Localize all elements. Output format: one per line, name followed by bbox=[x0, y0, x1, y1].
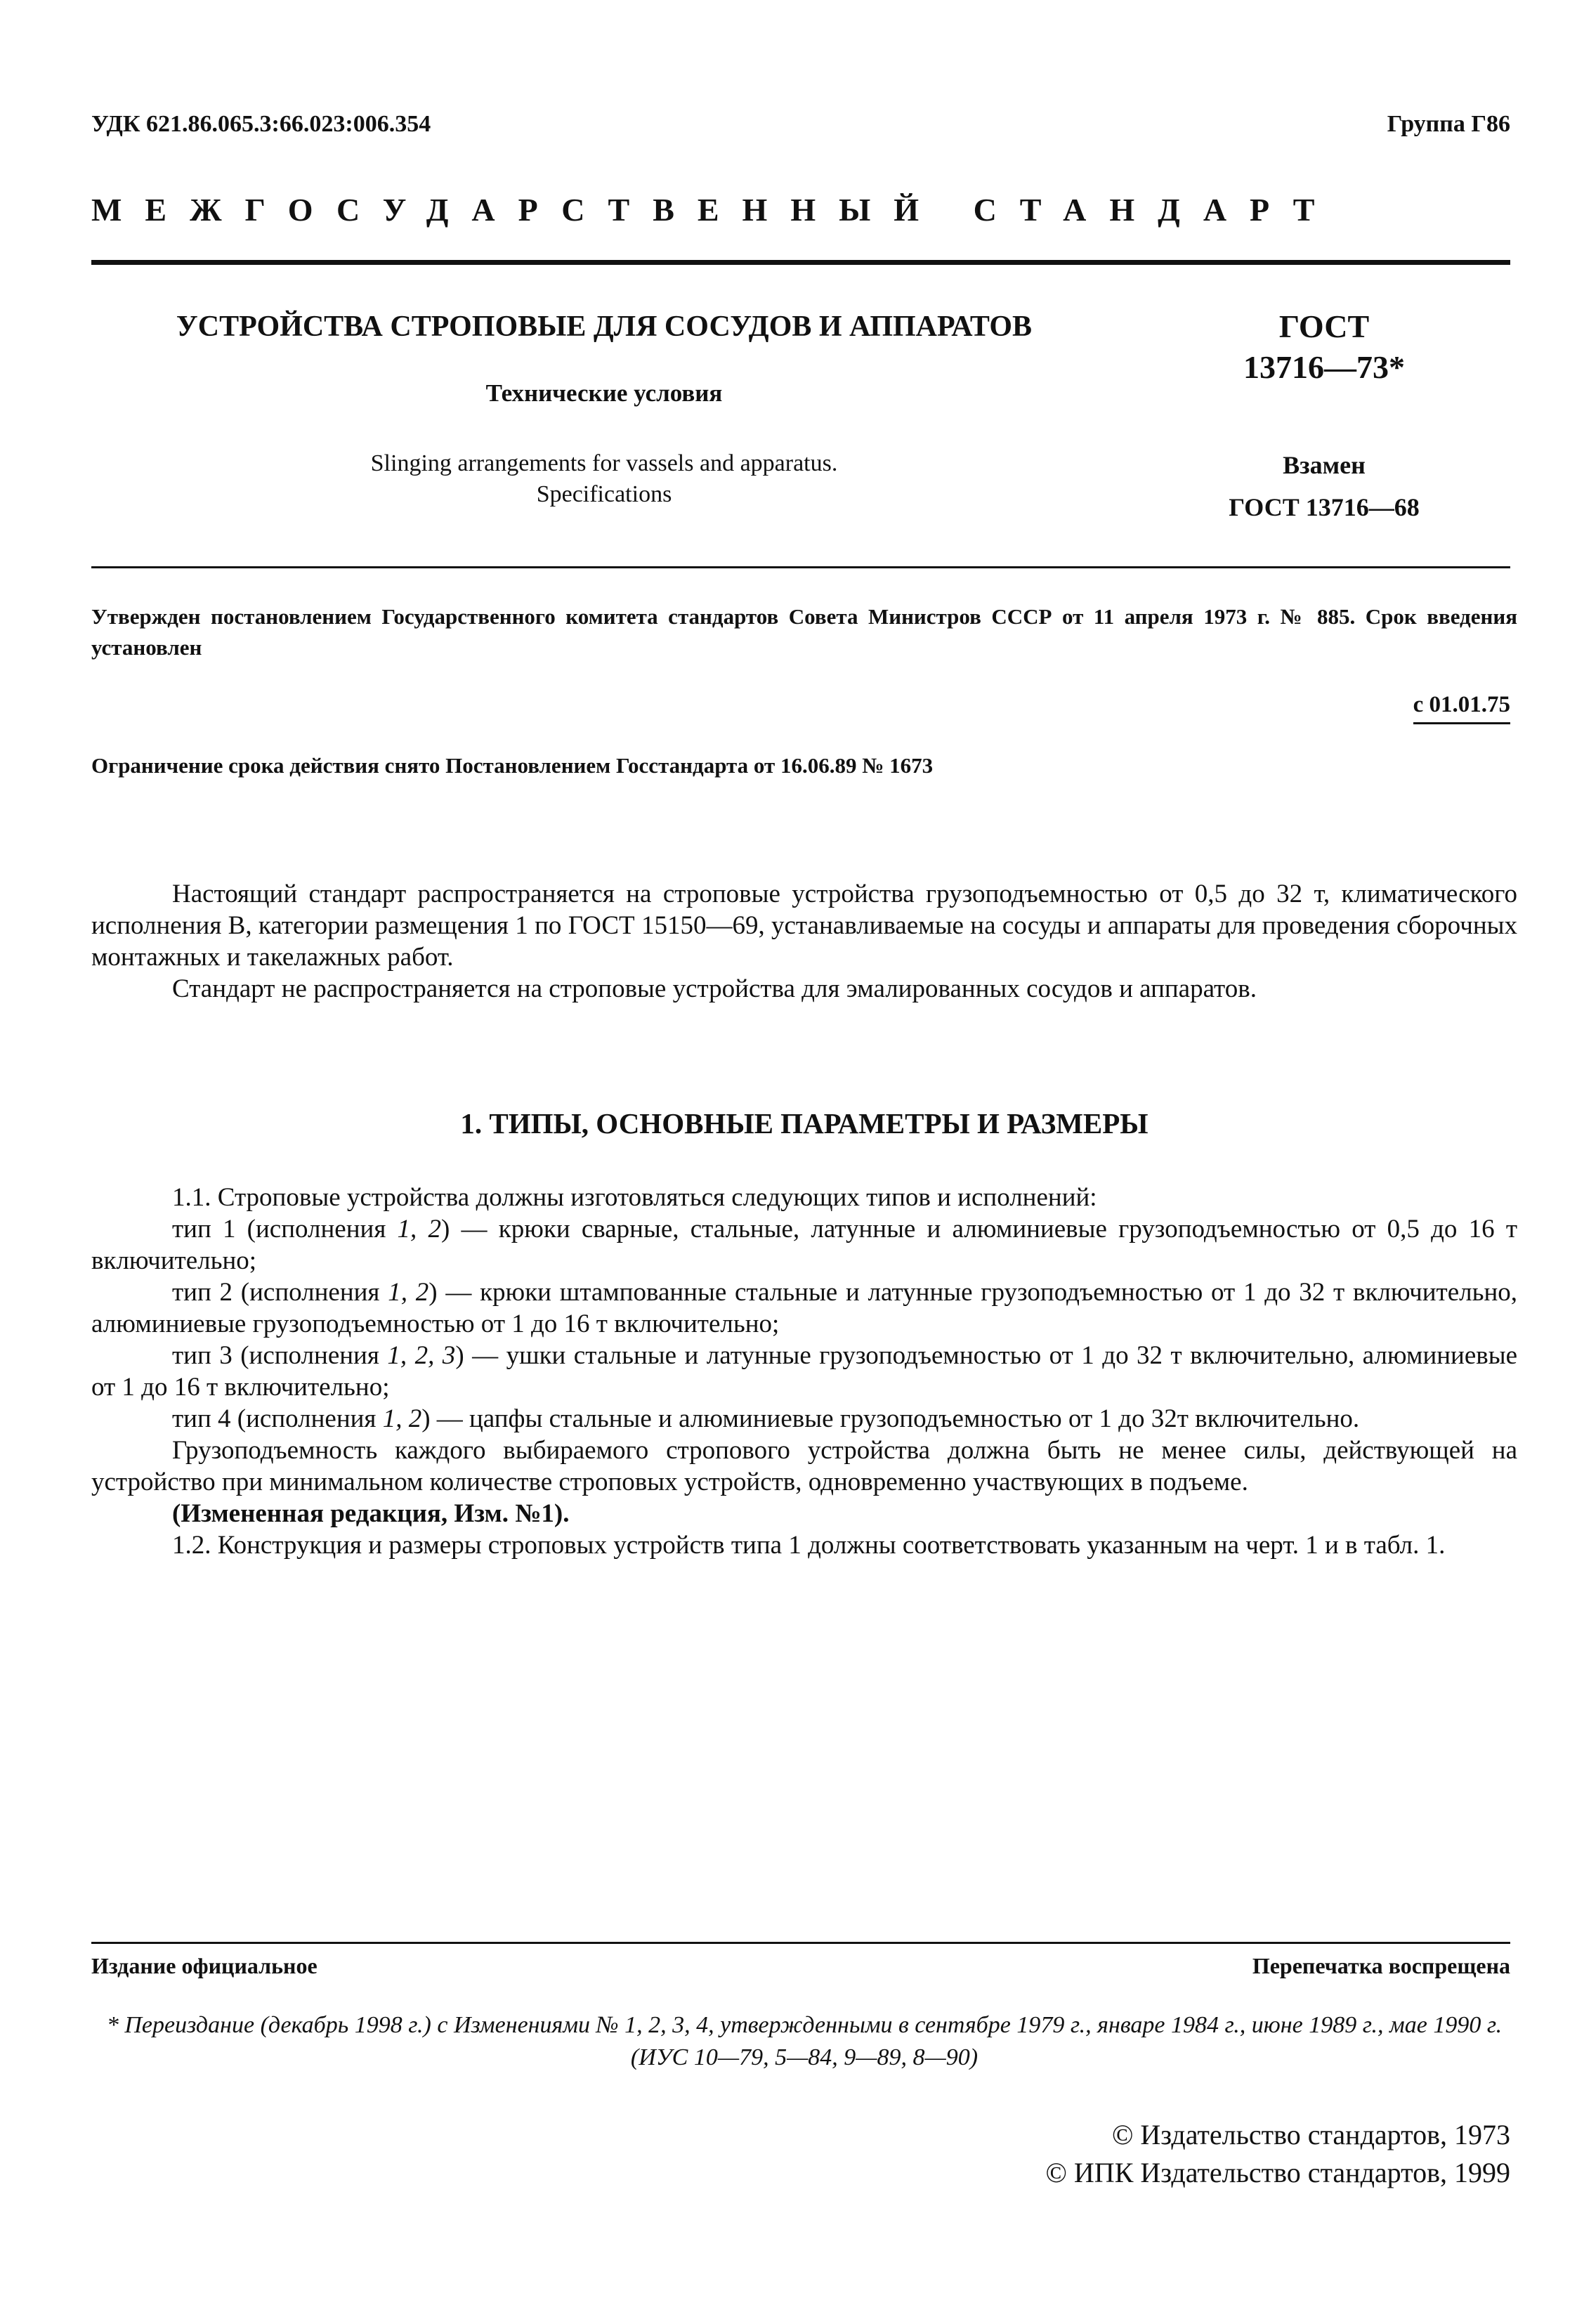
type-2-prefix: тип 2 (исполнения bbox=[172, 1278, 388, 1307]
document-title: УСТРОЙСТВА СТРОПОВЫЕ ДЛЯ СОСУДОВ И АППАРАТОВ bbox=[176, 311, 1033, 343]
gost-label: ГОСТ bbox=[1278, 308, 1370, 344]
header-rule bbox=[91, 260, 1510, 265]
type-2-description: ) — крюки штампованные стальные и латунные грузоподъемностью от 1 до 32 т включительно, алюминиевые грузоподъемностью от 1 до 16 т включительно; bbox=[91, 1278, 1518, 1338]
footer-rule bbox=[91, 1942, 1510, 1944]
type-3-prefix: тип 3 (исполнения bbox=[172, 1341, 388, 1370]
type-4-prefix: тип 4 (исполнения bbox=[172, 1404, 383, 1433]
gost-designation bbox=[1152, 306, 1496, 388]
effective-date: с 01.01.75 bbox=[1413, 692, 1510, 724]
type-4-versions: 1, 2 bbox=[382, 1404, 422, 1433]
type-1-item bbox=[91, 1213, 1517, 1277]
type-1-versions: 1, 2 bbox=[397, 1215, 441, 1243]
section-1-body bbox=[91, 1182, 1517, 1561]
intro-paragraph-1: Настоящий стандарт распространяется на строповые устройства грузоподъемностью от 0,5 до 32 т, климатического исполнения В, категории размещения 1 по ГОСТ 15150—69, устанавливаемые на сосуды и аппараты для проведения сборочных монтажных и такелажных работ. bbox=[91, 880, 1517, 972]
replaces-number: ГОСТ 13716—68 bbox=[1229, 493, 1420, 521]
udk-code: УДК 621.86.065.3:66.023:006.354 bbox=[91, 111, 431, 137]
copyright-1999: © ИПК Издательство стандартов, 1999 bbox=[1045, 2157, 1510, 2188]
english-title-line2: Specifications bbox=[536, 481, 672, 507]
type-4-description: ) — цапфы стальные и алюминиевые грузоподъемностью от 1 до 32т включительно. bbox=[421, 1404, 1360, 1433]
english-title bbox=[91, 448, 1117, 510]
gost-number: 13716—73* bbox=[1243, 349, 1405, 385]
reprint-prohibited: Перепечатка воспрещена bbox=[1252, 1953, 1510, 1978]
type-3-item bbox=[91, 1340, 1517, 1403]
group-code: Группа Г86 bbox=[1387, 111, 1510, 137]
limit-removed-note: Ограничение срока действия снято Постановлением Госстандарта от 16.06.89 № 1673 bbox=[91, 753, 934, 778]
capacity-paragraph: Грузоподъемность каждого выбираемого стропового устройства должна быть не менее силы, действующей на устройство при минимальном количестве строповых устройств, одновременно участвующих в подъеме. bbox=[91, 1436, 1517, 1496]
type-2-item bbox=[91, 1277, 1517, 1340]
title-rule bbox=[91, 566, 1510, 568]
type-3-versions: 1, 2, 3 bbox=[387, 1341, 456, 1370]
intro-paragraph-2: Стандарт не распространяется на строповые устройства для эмалированных сосудов и аппаратов. bbox=[172, 974, 1257, 1003]
type-3-description: ) — ушки стальные и латунные грузоподъемностью от 1 до 32 т включительно, алюминиевые от 1 до 16 т включительно; bbox=[91, 1341, 1518, 1402]
reissue-note: * Переиздание (декабрь 1998 г.) с Изменениями № 1, 2, 3, 4, утвержденными в сентябре 1979 г., январе 1984 г., июне 1989 г., мае 1990 г. (ИУС 10—79, 5—84, 9—89, 8—90) bbox=[106, 2012, 1503, 2070]
standard-type-heading: МЕЖГОСУДАРСТВЕННЫЙ СТАНДАРТ bbox=[91, 192, 1338, 228]
english-title-line1: Slinging arrangements for vassels and apparatus. bbox=[370, 450, 838, 476]
type-4-item bbox=[91, 1403, 1517, 1435]
clause-1-1: 1.1. Строповые устройства должны изготовляться следующих типов и исполнений: bbox=[172, 1183, 1097, 1212]
type-1-description: ) — крюки сварные, стальные, латунные и алюминиевые грузоподъемностью от 0,5 до 16 т включительно; bbox=[91, 1215, 1517, 1275]
type-2-versions: 1, 2 bbox=[388, 1278, 429, 1307]
official-edition: Издание официальное bbox=[91, 1953, 318, 1978]
copyright-1973: © Издательство стандартов, 1973 bbox=[1111, 2119, 1510, 2150]
intro-section bbox=[91, 878, 1517, 1005]
clause-1-2: 1.2. Конструкция и размеры строповых устройств типа 1 должны соответствовать указанным на черт. 1 и в табл. 1. bbox=[172, 1531, 1446, 1560]
section-heading: 1. ТИПЫ, ОСНОВНЫЕ ПАРАМЕТРЫ И РАЗМЕРЫ bbox=[460, 1107, 1149, 1140]
type-1-prefix: тип 1 (исполнения bbox=[172, 1215, 398, 1243]
copyright-block bbox=[1046, 2116, 1510, 2192]
replaces-block bbox=[1152, 444, 1496, 528]
amendment-note: (Измененная редакция, Изм. №1). bbox=[172, 1499, 570, 1528]
replaces-label: Взамен bbox=[1283, 451, 1366, 479]
approval-text: Утвержден постановлением Государственного комитета стандартов Совета Министров СССР от 11 апреля 1973 г. № 885. Срок введения установлен bbox=[91, 604, 1517, 660]
document-subtitle: Технические условия bbox=[485, 379, 723, 407]
